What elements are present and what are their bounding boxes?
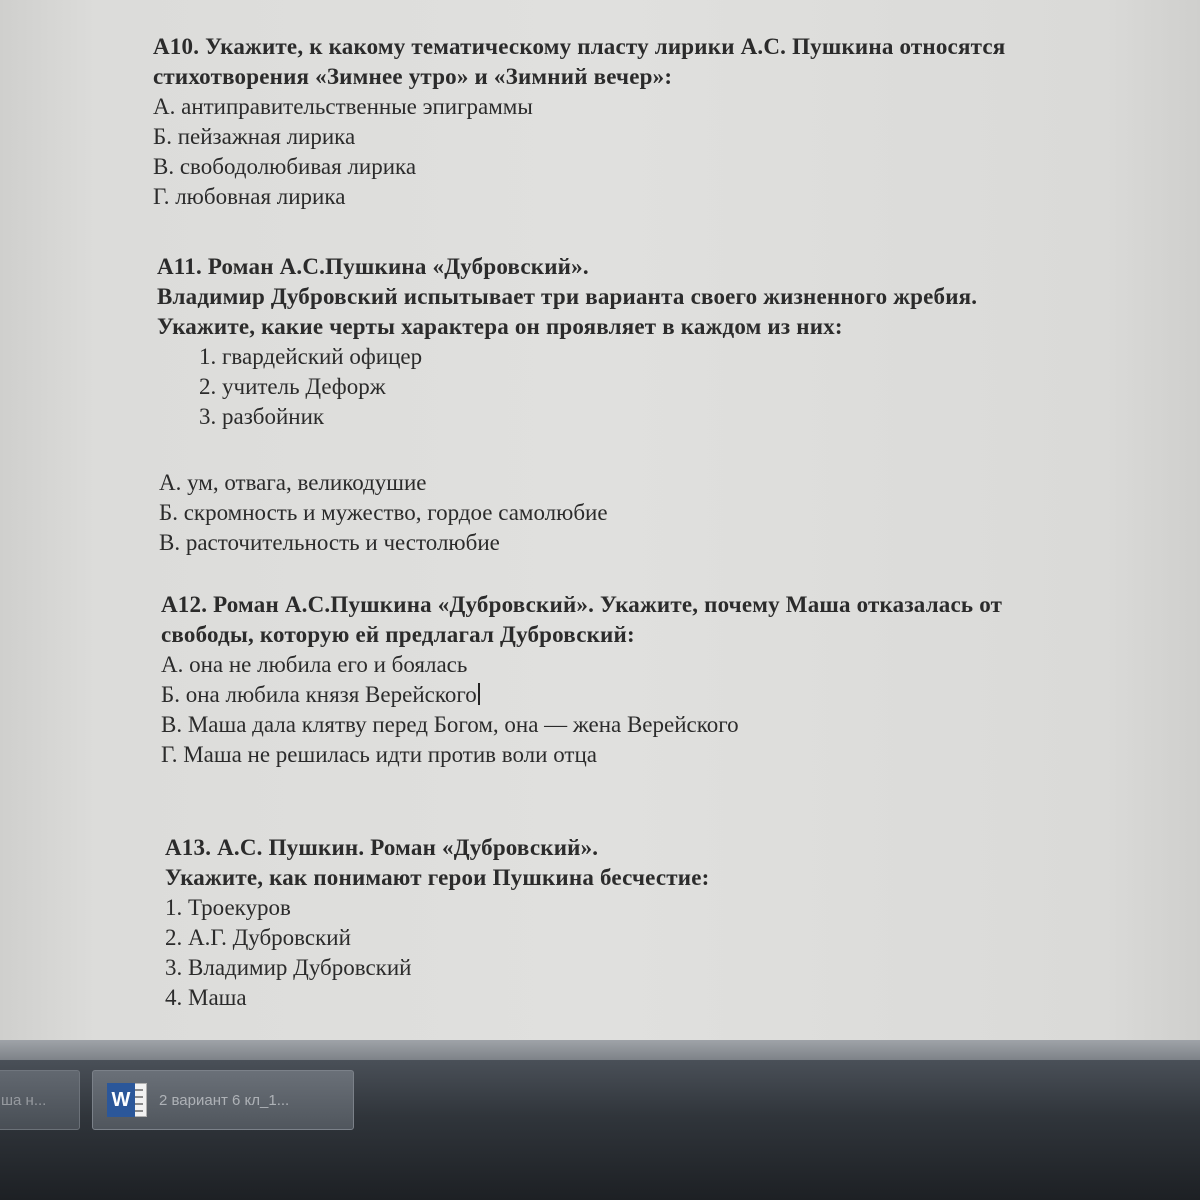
question-a12-option-d: Г. Маша не решилась идти против воли отца: [161, 742, 597, 767]
question-a12-option-b-row: [161, 680, 1002, 710]
taskbar-item-previous[interactable]: [0, 1070, 80, 1130]
taskbar-item-word-document-label: 2 вариант 6 кл_1...: [159, 1091, 290, 1109]
taskbar-item-previous-label: ша н...: [1, 1091, 47, 1109]
question-a11-item-1: 1. гвардейский офицер: [199, 344, 423, 369]
question-a11-prompt-1: Владимир Дубровский испытывает три варианта своего жизненного жребия.: [157, 284, 978, 309]
taskbar: [0, 1060, 1200, 1200]
question-a13-item-2: 2. А.Г. Дубровский: [165, 925, 351, 950]
question-a11-item-2: 2. учитель Дефорж: [199, 374, 386, 399]
question-a12-option-c: В. Маша дала клятву перед Богом, она — жена Верейского: [161, 712, 739, 737]
question-a12-option-a: А. она не любила его и боялась: [161, 652, 468, 677]
word-logo-letter: W: [107, 1083, 135, 1117]
taskbar-item-word-document[interactable]: [92, 1070, 354, 1130]
question-a10-option-d: Г. любовная лирика: [153, 184, 346, 209]
question-a11-option-c: В. расточительность и честолюбие: [159, 530, 500, 555]
question-a13-item-1: 1. Троекуров: [165, 895, 291, 920]
text-cursor: [478, 683, 480, 705]
question-a11-option-b: Б. скромность и мужество, гордое самолюбие: [159, 500, 608, 525]
question-a11-title: А11. Роман А.С.Пушкина «Дубровский».: [157, 254, 589, 279]
question-a10-option-c: В. свободолюбивая лирика: [153, 154, 417, 179]
question-a11-answers: [159, 468, 608, 558]
question-a11: [157, 252, 977, 432]
question-a12-title: А12. Роман А.С.Пушкина «Дубровский». Укажите, почему Маша отказалась от: [161, 592, 1003, 617]
question-a10-title: А10. Укажите, к какому тематическому пласту лирики А.С. Пушкина относятся: [153, 34, 1006, 59]
question-a11-item-3: 3. разбойник: [199, 404, 325, 429]
question-a13-item-4: 4. Маша: [165, 985, 247, 1010]
question-a11-prompt-2: Укажите, какие черты характера он проявляет в каждом из них:: [157, 314, 843, 339]
word-app-icon: [107, 1081, 149, 1119]
question-a10-option-a: А. антиправительственные эпиграммы: [153, 94, 533, 119]
question-a10-option-b: Б. пейзажная лирика: [153, 124, 356, 149]
question-a13: [165, 833, 710, 1013]
question-a12: [161, 590, 1002, 770]
question-a12-option-b: Б. она любила князя Верейского: [161, 682, 477, 707]
question-a13-prompt: Укажите, как понимают герои Пушкина бесчестие:: [165, 865, 710, 890]
question-a13-title: А13. А.С. Пушкин. Роман «Дубровский».: [165, 835, 599, 860]
question-a10-title-cont: стихотворения «Зимнее утро» и «Зимний вечер»:: [153, 64, 673, 89]
question-a11-option-a: А. ум, отвага, великодушие: [159, 470, 427, 495]
question-a13-item-3: 3. Владимир Дубровский: [165, 955, 412, 980]
question-a10: [153, 32, 1005, 212]
question-a12-title-cont: свободы, которую ей предлагал Дубровский:: [161, 622, 635, 647]
